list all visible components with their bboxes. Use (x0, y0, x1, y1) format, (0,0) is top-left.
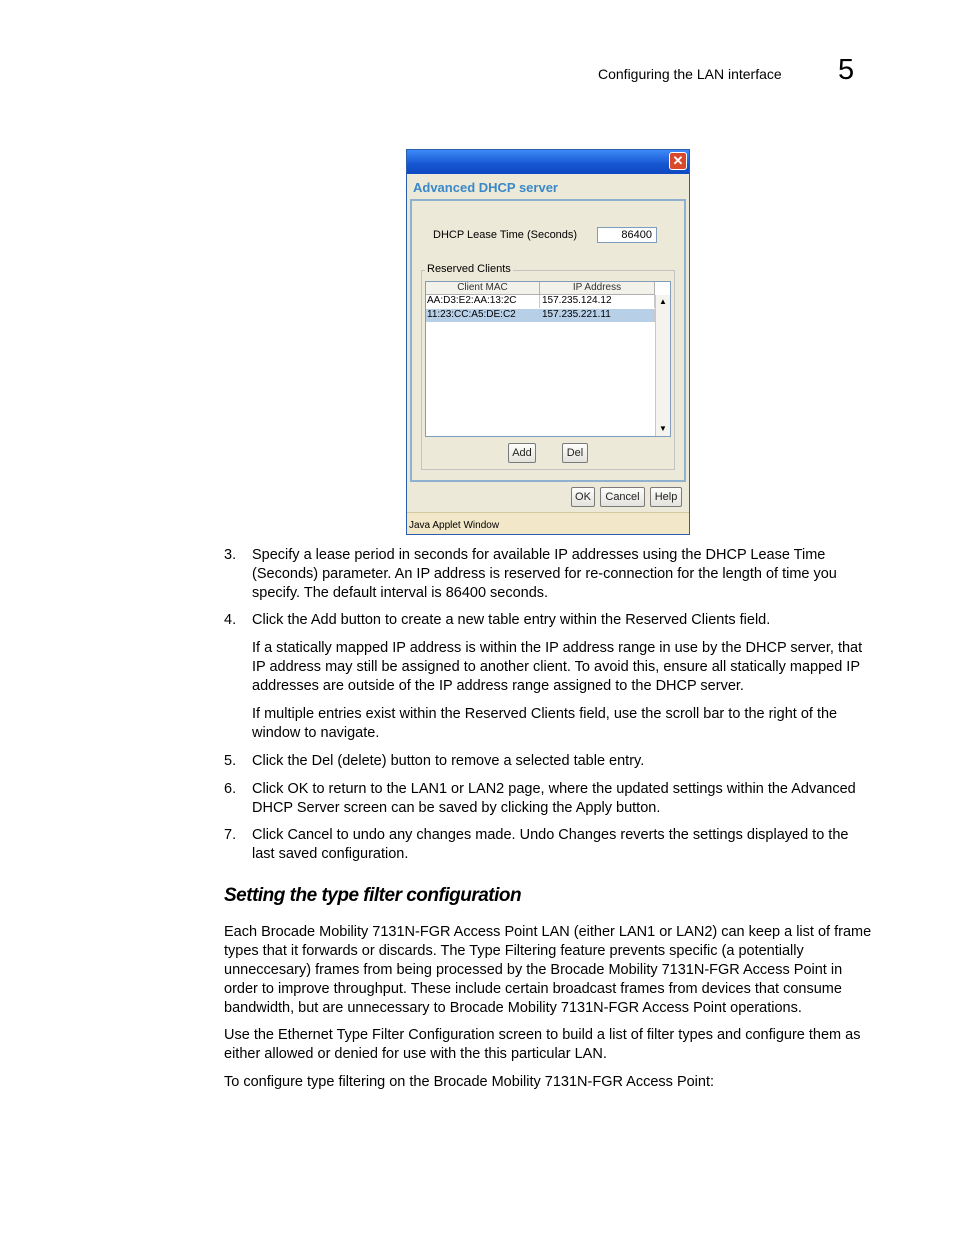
step-note: If multiple entries exist within the Reserved Clients field, use the scroll bar to the right of the window to navigate. (252, 706, 838, 741)
table-row[interactable] (426, 295, 655, 308)
step-number: 7. (224, 827, 237, 843)
chapter-number: 5 (838, 54, 855, 86)
column-header-ip-address[interactable]: IP Address (540, 282, 655, 295)
advanced-dhcp-dialog-screenshot (406, 149, 690, 535)
body-paragraph: Use the Ethernet Type Filter Configuration screen to build a list of filter types and configure them as either allowed or denied for use with the this particular LAN. (224, 1027, 861, 1062)
lease-time-input[interactable]: 86400 (597, 227, 657, 243)
step-number: 4. (224, 612, 237, 628)
header-section-title: Configuring the LAN interface (598, 66, 782, 82)
step-text: Click the Del (delete) button to remove a selected table entry. (252, 753, 645, 769)
column-header-client-mac[interactable]: Client MAC (426, 282, 540, 295)
cell-ip-address: 157.235.221.11 (540, 309, 655, 322)
step-note: If a statically mapped IP address is within the IP address range in use by the DHCP server, that IP address may still be assigned to another client. To avoid this, ensure all statically mapped IP addresses are outside of the IP address range assigned to the DHCP server. (252, 640, 863, 694)
reserved-clients-label: Reserved Clients (427, 263, 511, 275)
cell-client-mac: 11:23:CC:A5:DE:C2 (426, 309, 540, 322)
applet-status-bar: Java Applet Window (407, 512, 689, 534)
help-button[interactable]: Help (650, 487, 682, 507)
cancel-button[interactable]: Cancel (600, 487, 645, 507)
step-text: Specify a lease period in seconds for available IP addresses using the DHCP Lease Time (Seconds) parameter. An IP address is reserved for re-connection for the length of time you specify. The default interval is 86400 seconds. (252, 547, 837, 601)
cell-client-mac: AA:D3:E2:AA:13:2C (426, 295, 540, 308)
step-number: 5. (224, 753, 237, 769)
step-text: Click OK to return to the LAN1 or LAN2 page, where the updated settings within the Advanced DHCP Server screen can be saved by clicking the Apply button. (252, 781, 856, 816)
body-paragraph: To configure type filtering on the Brocade Mobility 7131N-FGR Access Point: (224, 1074, 715, 1090)
table-row[interactable] (426, 309, 655, 322)
step-number: 6. (224, 781, 237, 797)
dialog-titlebar (407, 150, 689, 174)
add-button[interactable]: Add (508, 443, 536, 463)
section-heading: Setting the type filter configuration (224, 885, 522, 906)
reserved-clients-table[interactable] (425, 281, 671, 437)
step-text: Click the Add button to create a new table entry within the Reserved Clients field. (252, 612, 771, 628)
vertical-scrollbar[interactable] (655, 295, 670, 436)
scroll-down-icon[interactable]: ▼ (659, 424, 667, 433)
scroll-up-icon[interactable]: ▲ (659, 297, 667, 306)
dialog-heading: Advanced DHCP server (413, 180, 558, 195)
del-button[interactable]: Del (562, 443, 588, 463)
step-text: Click Cancel to undo any changes made. Undo Changes reverts the settings displayed to the last saved configuration. (252, 827, 849, 862)
ok-button[interactable]: OK (571, 487, 595, 507)
lease-time-label: DHCP Lease Time (Seconds) (433, 229, 578, 241)
step-number: 3. (224, 547, 237, 563)
cell-ip-address: 157.235.124.12 (540, 295, 655, 308)
body-paragraph: Each Brocade Mobility 7131N-FGR Access Point LAN (either LAN1 or LAN2) can keep a list of frame types that it forwards or discards. The Type Filtering feature prevents specific (a potentially unneccesary) frames from being processed by the Brocade Mobility 7131N-FGR Access Point in order to improve throughput. These include certain broadcast frames from devices that consume bandwidth, but are unnecessary to Brocade Mobility 7131N-FGR Access Point operations. (224, 924, 872, 1016)
close-icon[interactable]: ✕ (669, 152, 687, 170)
